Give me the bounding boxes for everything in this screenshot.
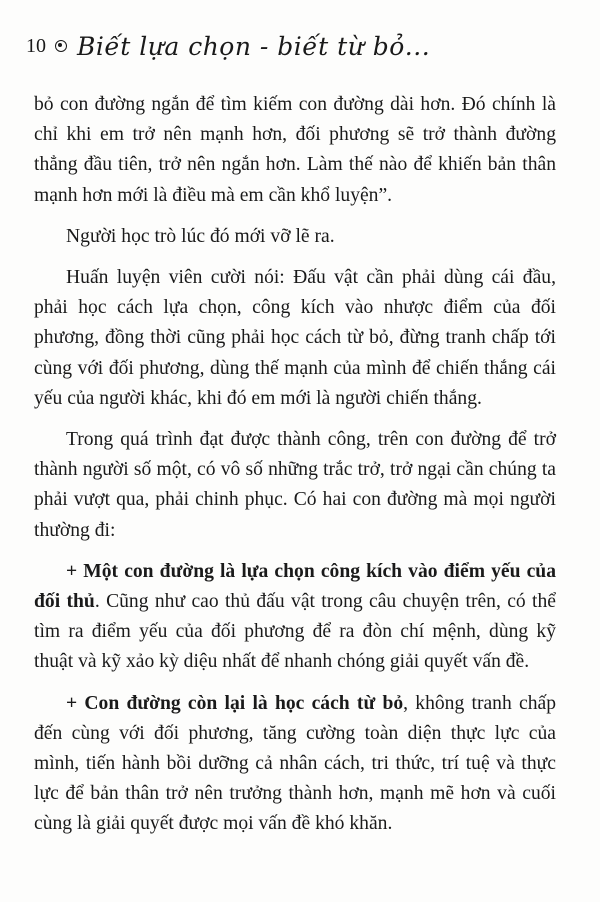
page-header bbox=[26, 28, 430, 64]
bullet-body-give-up: , không tranh chấp đến cùng với đối phương, tăng cường toàn diện thực lực của mình, tiến hành bồi dưỡng cả nhân cách, tri thức, trí tuệ và thực lực để bản thân trở nên trưởng thành hơn, mạnh mẽ hơn và cuối cùng là giải quyết được mọi vấn đề khó khăn. bbox=[34, 692, 556, 835]
paragraph: Người học trò lúc đó mới vỡ lẽ ra. bbox=[66, 225, 335, 247]
circle-bullet-icon bbox=[55, 40, 67, 52]
bullet-paragraph-attack bbox=[34, 557, 556, 678]
bullet-paragraph-give-up bbox=[34, 689, 556, 840]
bullet-body-attack: . Cũng như cao thủ đấu vật trong câu chuyện trên, có thể tìm ra điểm yếu của đối phương để ra đòn chí mệnh, dùng kỹ thuật và kỹ xảo kỳ diệu nhất để nhanh chóng giải quyết vấn đề. bbox=[34, 591, 556, 673]
running-title: Biết lựa chọn - biết từ bỏ... bbox=[77, 31, 431, 61]
paragraph-continuation: bỏ con đường ngắn để tìm kiếm con đường dài hơn. Đó chính là chỉ khi em trở nên mạnh hơn, đối phương sẽ trở thành đường thẳng đầu tiên, trở nên ngắn hơn. Làm thế nào để khiến bản thân mạnh hơn mới là điều mà em cần khổ luyện”. bbox=[34, 94, 556, 206]
paragraph: Huấn luyện viên cười nói: Đấu vật cần phải dùng cái đầu, phải học cách lựa chọn, công kích vào nhược điểm của đối phương, đồng thời cũng phải học cách từ bỏ, đừng tranh chấp tới cùng với đối phương, dùng thế mạnh của mình để chiến thắng cái yếu của người khác, khi đó em mới là người chiến thắng. bbox=[34, 267, 556, 409]
paragraph: Trong quá trình đạt được thành công, trên con đường để trở thành người số một, có vô số những trắc trở, trở ngại cần chúng ta phải vượt qua, phải chinh phục. Có hai con đường mà mọi người thường đi: bbox=[34, 429, 556, 541]
page-number: 10 bbox=[26, 34, 46, 57]
bullet-lead-attack: + Một con đường là lựa chọn công kích vào điểm yếu của đối thủ bbox=[34, 560, 556, 613]
body-text bbox=[34, 90, 556, 851]
bullet-lead-give-up: + Con đường còn lại là học cách từ bỏ bbox=[66, 692, 404, 714]
